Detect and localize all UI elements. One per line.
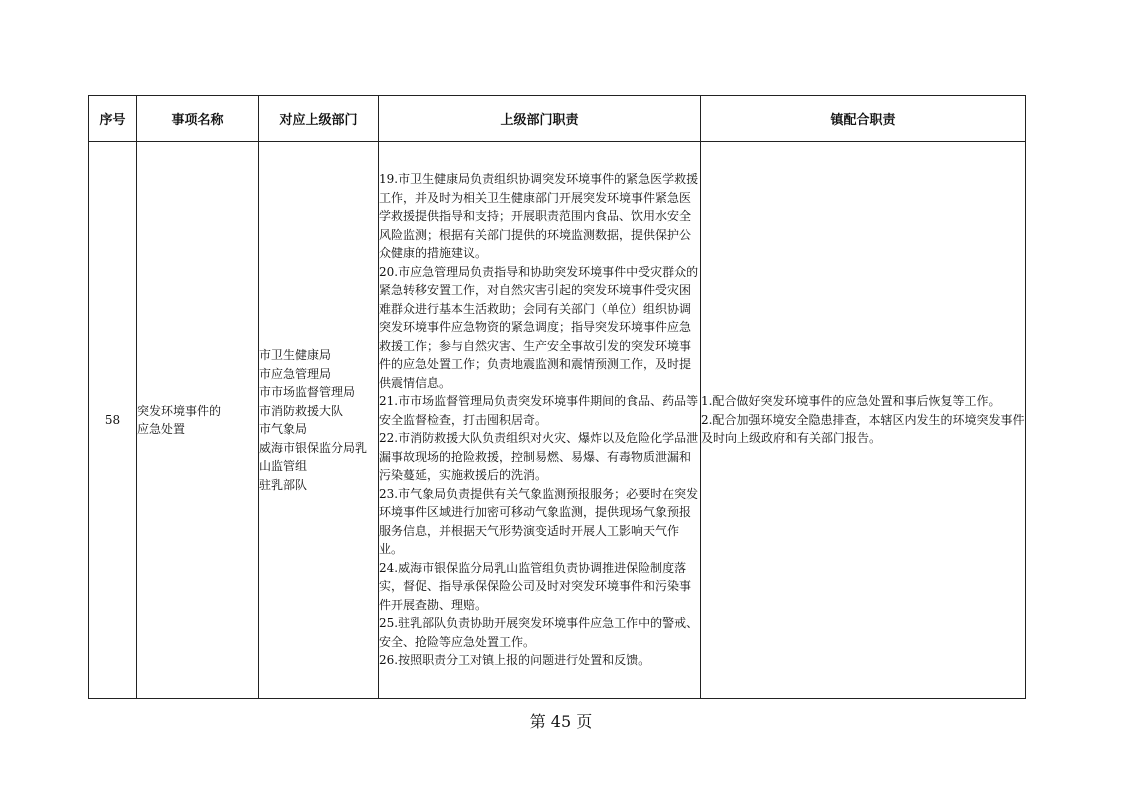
page-number: 第 45 页 (529, 712, 593, 731)
header-superior-department: 对应上级部门 (259, 96, 379, 142)
department-item: 市消防救援大队 (259, 403, 344, 418)
header-number: 序号 (89, 96, 137, 142)
town-duty-item: 1.配合做好突发环境事件的应急处置和事后恢复等工作。 (701, 394, 1001, 409)
header-item-name: 事项名称 (137, 96, 259, 142)
header-row (89, 96, 1026, 142)
superior-duty-item: 21.市市场监督管理局负责突发环境事件期间的食品、药品等安全监督检查，打击囤积居奇。 (379, 394, 699, 427)
header-superior-duties: 上级部门职责 (379, 96, 701, 142)
duty-table (88, 95, 1026, 699)
row-number: 58 (89, 142, 137, 699)
superior-duty-item: 24.威海市银保监分局乳山监管组负责协调推进保险制度落实，督促、指导承保保险公司及时对突发环境事件和污染事件开展查勘、理赔。 (379, 560, 692, 612)
department-item: 威海市银保监分局乳山监管组 (259, 440, 368, 473)
superior-duty-item: 26.按照职责分工对镇上报的问题进行处置和反馈。 (379, 653, 651, 668)
table-row (89, 142, 1026, 699)
superior-duty-item: 23.市气象局负责提供有关气象监测预报服务；必要时在突发环境事件区域进行加密可移动气象监测，提供现场气象预报服务信息，并根据天气形势演变适时开展人工影响天气作业。 (379, 486, 699, 557)
department-item: 市市场监督管理局 (259, 385, 356, 399)
header-town-duties: 镇配合职责 (701, 96, 1026, 142)
superior-duties-cell (379, 142, 701, 699)
department-item: 市气象局 (259, 422, 308, 436)
department-item: 驻乳部队 (259, 477, 308, 492)
town-duties-cell (701, 142, 1026, 699)
departments-cell (259, 142, 379, 699)
item-name-line: 突发环境事件的 (137, 403, 222, 418)
department-item: 市应急管理局 (259, 366, 332, 381)
superior-duty-item: 22.市消防救援大队负责组织对火灾、爆炸以及危险化学品泄漏事故现场的抢险救援，控制易燃、易爆、有毒物质泄漏和污染蔓延，实施救援后的洗消。 (379, 431, 699, 483)
superior-duty-item: 25.驻乳部队负责协助开展突发环境事件应急工作中的警戒、安全、抢险等应急处置工作。 (379, 616, 699, 649)
superior-duty-item: 19.市卫生健康局负责组织协调突发环境事件的紧急医学救援工作，并及时为相关卫生健康部门开展突发环境事件紧急医学救援提供指导和支持；开展职责范围内食品、饮用水安全风险监测；根据有关部门提供的环境监测数据，提供保护公众健康的措施建议。 (379, 172, 699, 261)
item-name-line: 应急处置 (137, 422, 186, 436)
department-item: 市卫生健康局 (259, 348, 332, 362)
superior-duty-item: 20.市应急管理局负责指导和协助突发环境事件中受灾群众的紧急转移安置工作，对自然灾害引起的突发环境事件受灾困难群众进行基本生活救助；会同有关部门（单位）组织协调突发环境事件应急物资的紧急调度；指导突发环境事件应急救援工作；参与自然灾害、生产安全事故引发的突发环境事件的应急处置工作；负责地震监测和震情预测工作，及时提供震情信息。 (379, 264, 699, 390)
town-duty-item: 2.配合加强环境安全隐患排查，本辖区内发生的环境突发事件及时向上级政府和有关部门报告。 (701, 412, 1025, 446)
item-name-cell (137, 142, 259, 699)
